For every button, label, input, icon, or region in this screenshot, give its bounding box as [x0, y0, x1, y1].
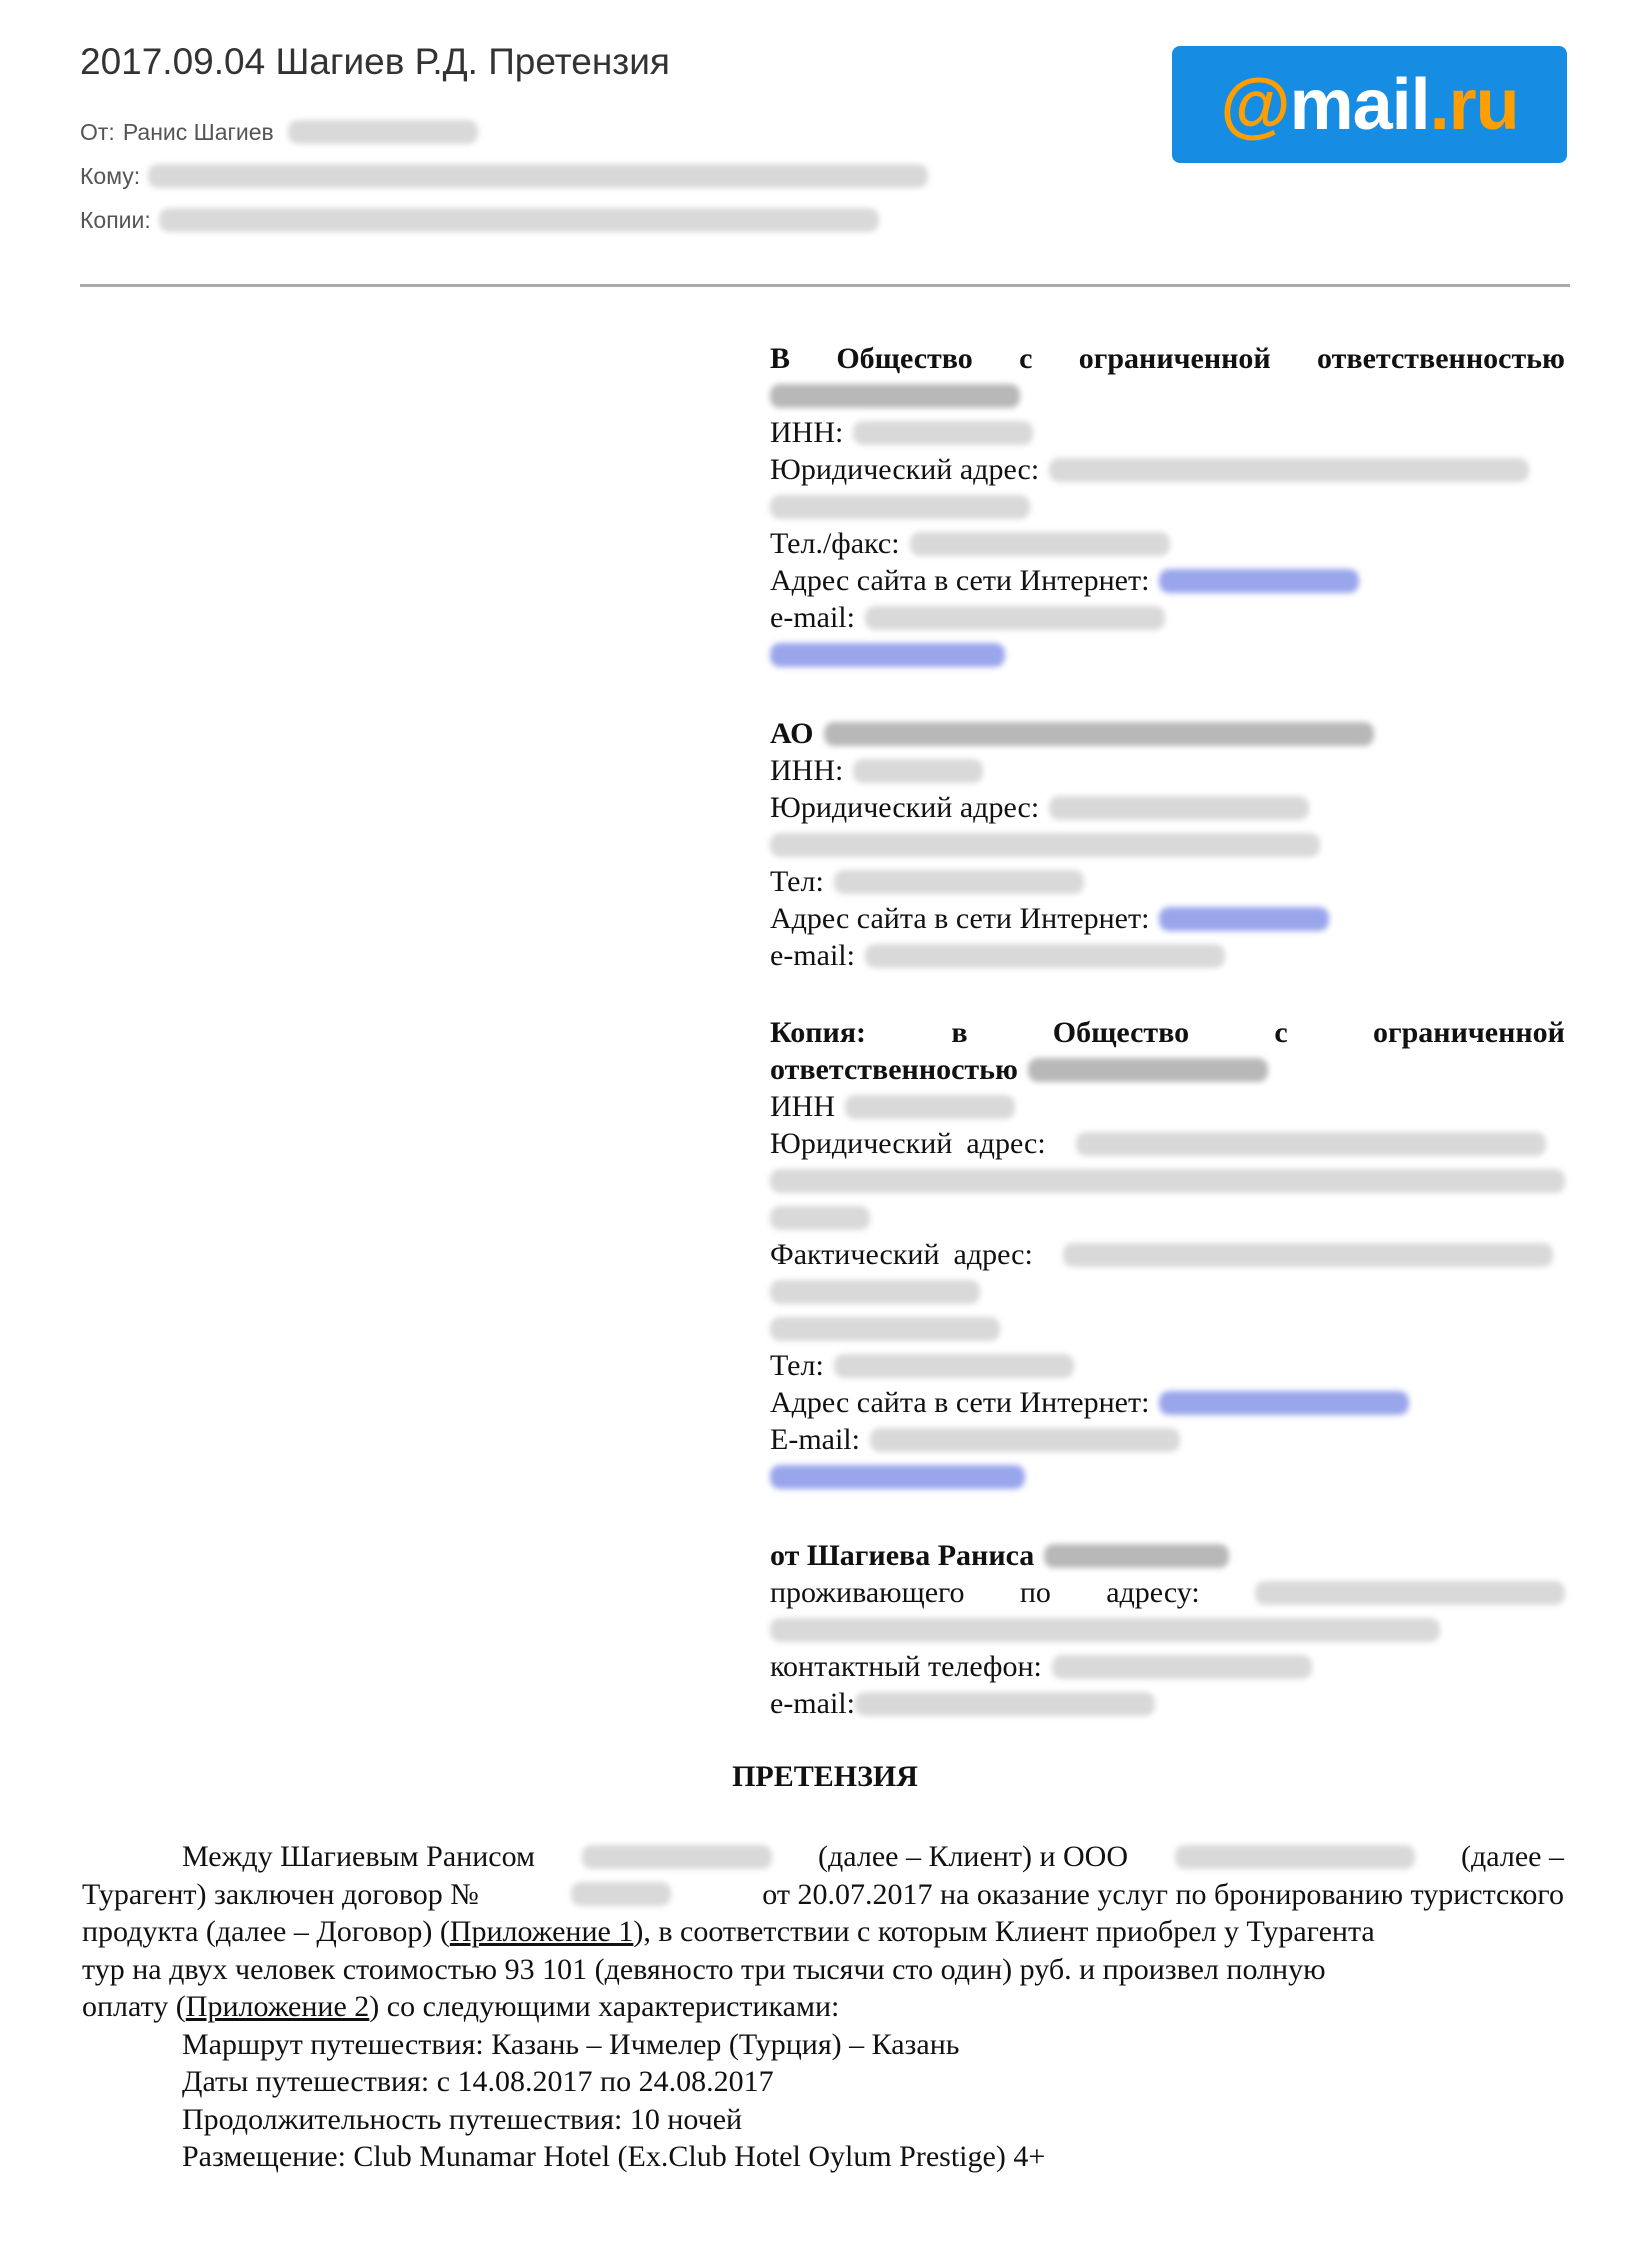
text-segment: оплату (	[82, 1990, 186, 2023]
address-label-word: проживающего	[770, 1576, 965, 1609]
inn-label: ИНН:	[770, 416, 844, 449]
mailru-logo	[1172, 46, 1567, 163]
heading-word: Общество	[836, 342, 973, 375]
heading-word: с	[1019, 342, 1033, 375]
redacted-website-link[interactable]	[1159, 907, 1329, 931]
actual-address-label-2: адрес:	[953, 1238, 1033, 1271]
redacted-from-address	[288, 120, 478, 144]
text-segment: (далее – Клиент) и ООО	[818, 1840, 1129, 1873]
text-segment: (далее –	[1461, 1840, 1564, 1873]
legal-address-label-2: адрес:	[966, 1127, 1046, 1160]
email-subject: 2017.09.04 Шагиев Р.Д. Претензия	[80, 41, 670, 82]
heading-word: Копия:	[770, 1016, 867, 1049]
legal-address-label: Юридический адрес:	[770, 453, 1040, 486]
text-segment: Между Шагиевым Ранисом	[182, 1840, 535, 1873]
redacted-email	[870, 1428, 1180, 1452]
redacted-legal-address-cont	[770, 495, 1030, 519]
logo-at: @	[1220, 64, 1290, 145]
text-segment: ), в соответствии с которым Клиент приобрел у Турагента	[633, 1915, 1375, 1948]
redacted-phone	[834, 1354, 1074, 1378]
document-title: ПРЕТЕНЗИЯ	[732, 1760, 918, 1793]
redacted-to-addresses	[148, 164, 928, 188]
address-label-word: адресу:	[1106, 1576, 1200, 1609]
inn-label: ИНН	[770, 1090, 835, 1123]
redacted-patronymic	[1044, 1544, 1229, 1568]
email-label: E-mail:	[770, 1423, 860, 1456]
redacted-legal-address	[1076, 1132, 1546, 1156]
redacted-email	[865, 944, 1225, 968]
website-label: Адрес сайта в сети Интернет:	[770, 564, 1150, 597]
claim-body	[82, 1838, 1564, 2176]
appendix-2-link[interactable]: Приложение 2	[185, 1990, 370, 2023]
heading-word: ответственностью	[1317, 342, 1565, 375]
recipient-block-2	[770, 715, 1565, 974]
redacted-actual-address-cont	[770, 1280, 980, 1304]
copy-heading-cont: ответственностью	[770, 1053, 1018, 1086]
redacted-inn	[845, 1095, 1015, 1119]
paragraph-line	[82, 1988, 1564, 2026]
paragraph-line	[82, 1838, 1564, 1876]
email-label: e-mail:	[770, 939, 855, 972]
header-divider	[80, 284, 1570, 287]
text-segment: тур на двух человек стоимостью 93 101 (девяносто три тысячи сто один) руб. и произвел полную	[82, 1952, 1326, 1986]
redacted-cc-addresses	[159, 208, 879, 232]
redacted-address	[1255, 1581, 1565, 1605]
paragraph-line	[82, 1913, 1564, 1951]
sender-block	[770, 1537, 1565, 1722]
redacted-email-link[interactable]	[770, 1465, 1025, 1489]
redacted-email	[855, 1692, 1155, 1716]
redacted-inn	[853, 421, 1033, 445]
redacted-legal-address-cont-2	[770, 1206, 870, 1230]
redacted-email-link[interactable]	[770, 643, 1005, 667]
legal-address-label: Юридический	[770, 1127, 953, 1160]
email-label: e-mail:	[770, 1687, 855, 1720]
redacted-legal-address-cont	[770, 833, 1320, 857]
redacted-patronymic	[582, 1845, 772, 1869]
cc-label: Копии:	[80, 206, 151, 233]
logo-tld: ru	[1448, 64, 1519, 145]
to-label: Кому:	[80, 162, 141, 189]
redacted-company-name	[1028, 1058, 1268, 1082]
text-segment: от 20.07.2017 на оказание услуг по бронированию туристского	[762, 1877, 1564, 1911]
paragraph-line	[82, 1876, 1564, 1914]
heading-word: В	[770, 342, 791, 375]
from-label: От:	[80, 118, 115, 145]
redacted-company-name	[1175, 1845, 1415, 1869]
redacted-address-cont	[770, 1618, 1440, 1642]
redacted-website-link[interactable]	[1159, 569, 1359, 593]
redacted-actual-address-cont-2	[770, 1317, 1000, 1341]
email-label: e-mail:	[770, 601, 855, 634]
heading-word: с	[1274, 1016, 1288, 1049]
text-segment: продукта (далее – Договор) (	[82, 1915, 450, 1948]
logo-brand: mail	[1289, 64, 1430, 145]
appendix-1-link[interactable]: Приложение 1	[449, 1915, 634, 1948]
dates-line: Даты путешествия: с 14.08.2017 по 24.08.2017	[182, 2065, 774, 2098]
redacted-phone	[1052, 1655, 1312, 1679]
redacted-actual-address	[1063, 1243, 1553, 1267]
heading-word: ограниченной	[1078, 342, 1271, 375]
hotel-line: Размещение: Club Munamar Hotel (Ex.Club Hotel Oylum Prestige) 4+	[182, 2140, 1046, 2173]
tel-label: Тел:	[770, 1349, 824, 1382]
redacted-phone	[834, 870, 1084, 894]
sender-name: от Шагиева Раниса	[770, 1539, 1035, 1572]
heading-word: Общество	[1052, 1016, 1190, 1049]
redacted-legal-address-cont	[770, 1169, 1565, 1193]
redacted-ao-name	[824, 722, 1374, 746]
redacted-inn	[853, 759, 983, 783]
copy-heading	[770, 1014, 1565, 1051]
legal-address-label: Юридический адрес:	[770, 791, 1040, 824]
tel-label: Тел:	[770, 865, 824, 898]
paragraph-line	[82, 1951, 1564, 1989]
redacted-company-name	[770, 384, 1020, 408]
text-segment: Турагент) заключен договор №	[82, 1877, 479, 1911]
redacted-website-link[interactable]	[1159, 1391, 1409, 1415]
phone-label: контактный телефон:	[770, 1650, 1042, 1683]
heading-word: ограниченной	[1373, 1016, 1565, 1049]
redacted-contract-number	[571, 1882, 671, 1906]
cc-row	[80, 198, 1570, 242]
tel-fax-label: Тел./факс:	[770, 527, 900, 560]
redacted-legal-address	[1049, 796, 1309, 820]
duration-line: Продолжительность путешествия: 10 ночей	[182, 2102, 743, 2136]
recipient-block-copy	[770, 1014, 1565, 1495]
route-line: Маршрут путешествия: Казань – Ичмелер (Турция) – Казань	[182, 2027, 960, 2061]
recipient-1-heading	[770, 340, 1565, 377]
address-label-word: по	[1019, 1576, 1051, 1609]
actual-address-label: Фактический	[770, 1238, 940, 1271]
redacted-legal-address	[1049, 458, 1529, 482]
ao-label: АО	[770, 717, 814, 750]
redacted-email	[865, 606, 1165, 630]
inn-label: ИНН:	[770, 754, 844, 787]
website-label: Адрес сайта в сети Интернет:	[770, 1386, 1150, 1419]
text-segment: ) со следующими характеристиками:	[369, 1990, 840, 2023]
heading-word: в	[951, 1016, 968, 1049]
website-label: Адрес сайта в сети Интернет:	[770, 902, 1150, 935]
from-name[interactable]: Ранис Шагиев	[122, 118, 274, 145]
logo-dot: .	[1429, 64, 1449, 145]
redacted-phone	[910, 532, 1170, 556]
recipient-block-1	[770, 340, 1565, 673]
